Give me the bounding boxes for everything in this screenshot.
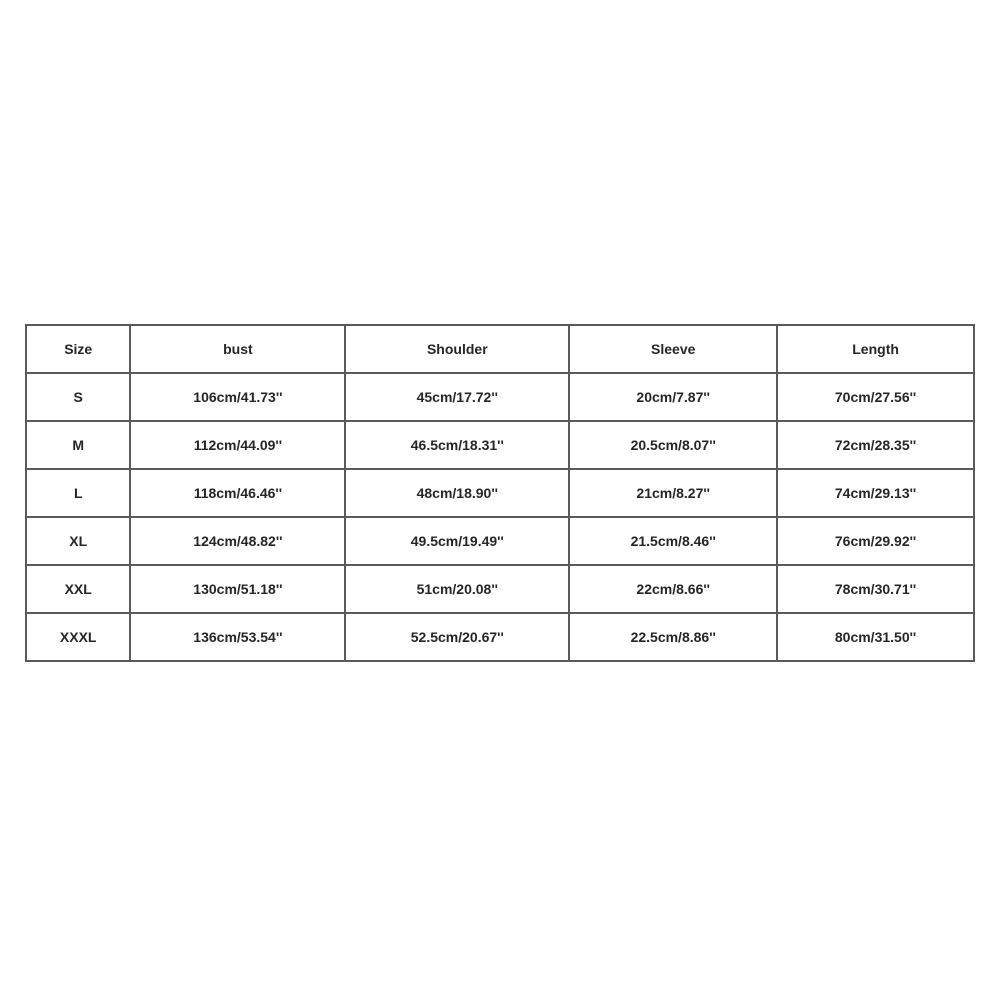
cell-size: L: [26, 469, 130, 517]
cell-size: XXXL: [26, 613, 130, 661]
cell-shoulder: 51cm/20.08'': [345, 565, 569, 613]
cell-shoulder: 45cm/17.72'': [345, 373, 569, 421]
cell-sleeve: 22cm/8.66'': [569, 565, 777, 613]
table-header-row: [26, 325, 974, 373]
cell-length: 70cm/27.56'': [777, 373, 974, 421]
cell-sleeve: 22.5cm/8.86'': [569, 613, 777, 661]
cell-bust: 124cm/48.82'': [130, 517, 345, 565]
cell-bust: 112cm/44.09'': [130, 421, 345, 469]
cell-size: XL: [26, 517, 130, 565]
table-row: [26, 469, 974, 517]
table-row: [26, 565, 974, 613]
cell-length: 74cm/29.13'': [777, 469, 974, 517]
cell-length: 76cm/29.92'': [777, 517, 974, 565]
header-length: Length: [777, 325, 974, 373]
cell-bust: 106cm/41.73'': [130, 373, 345, 421]
cell-sleeve: 20cm/7.87'': [569, 373, 777, 421]
cell-length: 80cm/31.50'': [777, 613, 974, 661]
header-sleeve: Sleeve: [569, 325, 777, 373]
table-row: [26, 613, 974, 661]
cell-shoulder: 48cm/18.90'': [345, 469, 569, 517]
cell-bust: 130cm/51.18'': [130, 565, 345, 613]
cell-sleeve: 21cm/8.27'': [569, 469, 777, 517]
cell-sleeve: 21.5cm/8.46'': [569, 517, 777, 565]
cell-length: 72cm/28.35'': [777, 421, 974, 469]
cell-bust: 118cm/46.46'': [130, 469, 345, 517]
cell-bust: 136cm/53.54'': [130, 613, 345, 661]
cell-size: XXL: [26, 565, 130, 613]
table-row: [26, 373, 974, 421]
size-chart-table: [25, 324, 975, 662]
table-row: [26, 517, 974, 565]
cell-size: M: [26, 421, 130, 469]
header-size: Size: [26, 325, 130, 373]
cell-shoulder: 46.5cm/18.31'': [345, 421, 569, 469]
cell-shoulder: 52.5cm/20.67'': [345, 613, 569, 661]
table-row: [26, 421, 974, 469]
header-bust: bust: [130, 325, 345, 373]
cell-length: 78cm/30.71'': [777, 565, 974, 613]
cell-size: S: [26, 373, 130, 421]
cell-shoulder: 49.5cm/19.49'': [345, 517, 569, 565]
cell-sleeve: 20.5cm/8.07'': [569, 421, 777, 469]
header-shoulder: Shoulder: [345, 325, 569, 373]
